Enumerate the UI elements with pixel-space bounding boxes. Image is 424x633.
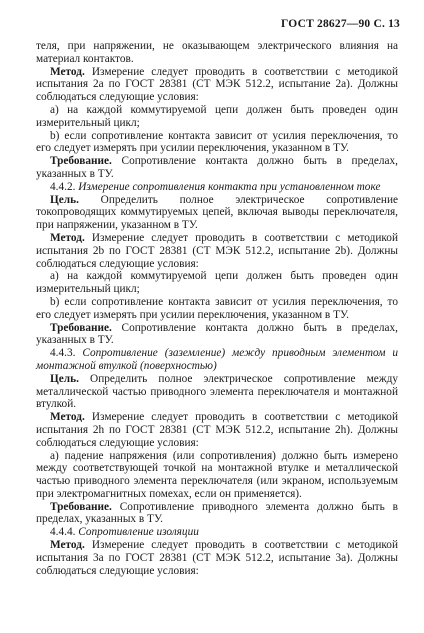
bold-run: Метод. xyxy=(50,539,85,552)
paragraph xyxy=(36,373,398,411)
bold-run: Требование. xyxy=(50,500,112,513)
italic-run: Измерение сопротивления контакта при установленном токе xyxy=(78,180,381,193)
paragraph xyxy=(36,270,398,296)
paragraph xyxy=(36,347,398,373)
text-run: Определить полное электрическое сопротивление между металлической частью приводного элемента переключателя и монтажной втулкой. xyxy=(36,372,398,411)
text-run: Сопротивление приводного элемента должно быть в пределах, указанных в ТУ. xyxy=(36,500,398,526)
text-run: Измерение следует проводить в соответствии с методикой испытания 2h по ГОСТ 28381 (СТ МЭК 512.2, испытание 2h). Должны соблюдаться следующие условия: xyxy=(36,411,398,449)
paragraph xyxy=(36,104,398,130)
paragraph xyxy=(36,539,398,577)
text-run: b) если сопротивление контакта зависит от усилия переключения, то его следует измерять при усилии переключения, указанном в ТУ. xyxy=(36,295,398,321)
bold-run: Требование. xyxy=(50,155,112,168)
text-run: Измерение следует проводить в соответствии с методикой испытания 2а по ГОСТ 28381 (СТ МЭК 512.2, испытание 2а). Должны соблюдаться следующие условия: xyxy=(36,65,398,104)
bold-run: Метод. xyxy=(50,231,85,244)
bold-run: Требование. xyxy=(50,321,112,334)
text-run: Измерение следует проводить в соответствии с методикой испытания 2b по ГОСТ 28381 (СТ МЭК 512.2, испытание 2b). Должны соблюдаться следующие условия: xyxy=(36,231,398,270)
italic-run: Сопротивление изоляции xyxy=(78,526,199,539)
text-run: а) на каждой коммутируемой цепи должен быть проведен один измерительный цикл; xyxy=(36,103,398,129)
paragraph xyxy=(36,411,398,449)
text-run: 4.4.2. xyxy=(50,180,79,193)
text-run: Сопротивление контакта должно быть в пределах, указанных в ТУ. xyxy=(36,155,398,180)
paragraph xyxy=(36,501,398,527)
bold-run: Метод. xyxy=(50,411,85,424)
bold-run: Цель. xyxy=(50,193,79,206)
document-body xyxy=(36,40,398,577)
italic-run: Сопротивление (заземление) между приводным элементом и монтажной втулкой (поверхностью) xyxy=(36,347,398,372)
paragraph xyxy=(36,130,398,156)
paragraph xyxy=(36,232,398,270)
bold-run: Цель. xyxy=(50,372,79,385)
paragraph xyxy=(36,181,398,194)
paragraph xyxy=(36,322,398,348)
text-run: Измерение следует проводить в соответствии с методикой испытания 3а по ГОСТ 28381 (СТ МЭК 512.2, испытание 3а). Должны соблюдаться следующие условия: xyxy=(36,539,398,577)
text-run: теля, при напряжении, не оказывающем электрического влияния на материал контактов. xyxy=(36,40,398,65)
paragraph xyxy=(36,526,398,539)
bold-run: Метод. xyxy=(50,65,85,78)
paragraph xyxy=(36,296,398,322)
text-run: 4.4.3. xyxy=(50,347,83,360)
paragraph xyxy=(36,40,398,66)
text-run: а) на каждой коммутируемой цепи должен быть проведен один измерительный цикл; xyxy=(36,270,398,296)
text-run: Определить полное электрическое сопротивление токопроводящих коммутируемых цепей, включая выводы переключателя, при напряжении, указанном в ТУ. xyxy=(36,193,398,232)
text-run: Сопротивление контакта должно быть в пределах, указанных в ТУ. xyxy=(36,321,398,347)
paragraph xyxy=(36,155,398,181)
text-run: b) если сопротивление контакта зависит от усилия переключения, то его следует измерять при усилии переключения, указанном в ТУ. xyxy=(36,129,398,155)
text-run: 4.4.4. xyxy=(50,526,79,539)
paragraph xyxy=(36,450,398,501)
paragraph xyxy=(36,66,398,104)
paragraph xyxy=(36,194,398,232)
text-run: а) падение напряжения (или сопротивления) должно быть измерено между соответствующей точкой на монтажной втулке и металлической частью приводного элемента переключателя (или экраном, используемым при электромагнитных помехах, если он применяется). xyxy=(36,449,398,500)
page-header: ГОСТ 28627—90 С. 13 xyxy=(281,18,400,30)
